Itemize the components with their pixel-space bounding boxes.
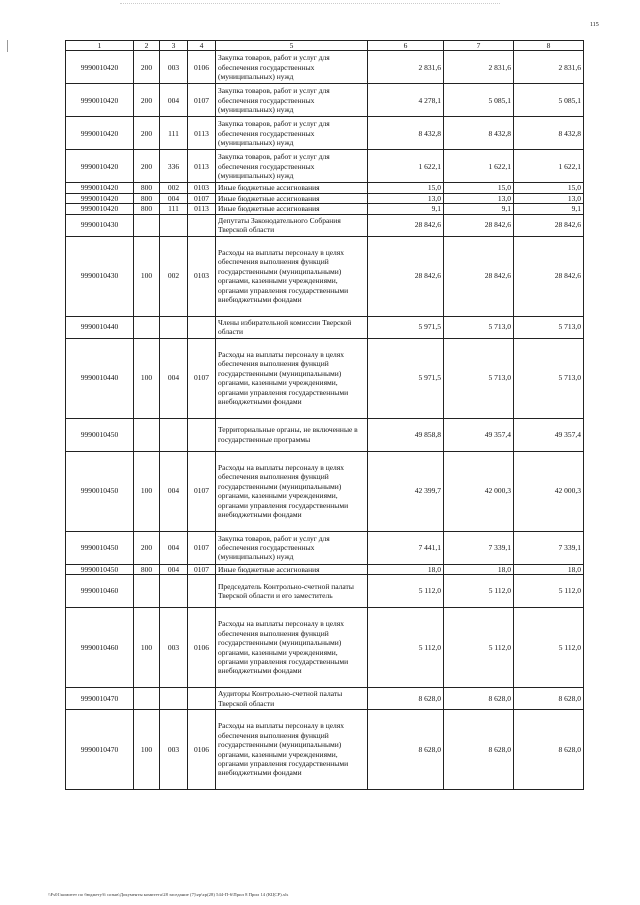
section-code-cell: 0106: [188, 608, 216, 688]
description-cell: Закупка товаров, работ и услуг для обеспечения государственных (муниципальных) нужд: [216, 150, 368, 183]
header-cell: 1: [66, 41, 134, 51]
left-margin-mark: [7, 40, 8, 52]
gr-code-cell: 004: [160, 338, 188, 418]
section-code-cell: 0103: [188, 183, 216, 193]
vr-code-cell: 800: [134, 183, 160, 193]
budget-table: [65, 40, 584, 790]
table-row: [66, 710, 584, 790]
vr-code-cell: 100: [134, 236, 160, 316]
amount-cell: 8 628,0: [444, 710, 514, 790]
description-cell: Расходы на выплаты персоналу в целях обеспечения выполнения функций государственными (муниципальными) органами, казенными учреждениями, органами управления государственными внебюджетными фондами: [216, 236, 368, 316]
description-cell: Члены избирательной комиссии Тверской области: [216, 316, 368, 338]
amount-cell: 5 085,1: [444, 84, 514, 117]
amount-cell: 8 628,0: [444, 688, 514, 710]
amount-cell: 2 831,6: [514, 51, 584, 84]
csr-code-cell: 9990010420: [66, 117, 134, 150]
amount-cell: 7 339,1: [444, 531, 514, 564]
gr-code-cell: [160, 316, 188, 338]
amount-cell: 13,0: [368, 193, 444, 203]
amount-cell: 8 432,8: [368, 117, 444, 150]
vr-code-cell: 200: [134, 84, 160, 117]
gr-code-cell: 003: [160, 710, 188, 790]
file-path-footer: \\Fs01\комитет по бюджету\6 созыв\Документы комитета\28 заседание (7)\zp\zp(28) 544-П-6\Прил 8 Прил 14 (КЦСР).xls: [48, 892, 289, 897]
vr-code-cell: [134, 575, 160, 608]
amount-cell: 5 112,0: [368, 575, 444, 608]
table-row: [66, 451, 584, 531]
amount-cell: 15,0: [368, 183, 444, 193]
amount-cell: 9,1: [514, 204, 584, 214]
amount-cell: 2 831,6: [444, 51, 514, 84]
header-cell: 7: [444, 41, 514, 51]
amount-cell: 7 339,1: [514, 531, 584, 564]
description-cell: Аудиторы Контрольно-счетной палаты Тверской области: [216, 688, 368, 710]
amount-cell: 28 842,6: [444, 214, 514, 236]
section-code-cell: 0113: [188, 150, 216, 183]
amount-cell: 18,0: [514, 564, 584, 574]
csr-code-cell: 9990010450: [66, 418, 134, 451]
amount-cell: 18,0: [368, 564, 444, 574]
csr-code-cell: 9990010420: [66, 193, 134, 203]
gr-code-cell: 004: [160, 193, 188, 203]
table-row: [66, 84, 584, 117]
amount-cell: 5 713,0: [514, 338, 584, 418]
table-row: [66, 564, 584, 574]
section-code-cell: [188, 575, 216, 608]
description-cell: Закупка товаров, работ и услуг для обеспечения государственных (муниципальных) нужд: [216, 531, 368, 564]
vr-code-cell: 200: [134, 531, 160, 564]
gr-code-cell: 003: [160, 51, 188, 84]
amount-cell: 5 971,5: [368, 316, 444, 338]
vr-code-cell: 200: [134, 150, 160, 183]
section-code-cell: 0113: [188, 204, 216, 214]
table-row: [66, 150, 584, 183]
gr-code-cell: 336: [160, 150, 188, 183]
csr-code-cell: 9990010450: [66, 564, 134, 574]
description-cell: Расходы на выплаты персоналу в целях обеспечения выполнения функций государственными (муниципальными) органами, казенными учреждениями, органами управления государственными внебюджетными фондами: [216, 608, 368, 688]
vr-code-cell: 100: [134, 451, 160, 531]
amount-cell: 5 112,0: [368, 608, 444, 688]
section-code-cell: 0107: [188, 84, 216, 117]
table-row: [66, 418, 584, 451]
gr-code-cell: 004: [160, 451, 188, 531]
description-cell: Закупка товаров, работ и услуг для обеспечения государственных (муниципальных) нужд: [216, 51, 368, 84]
amount-cell: 28 842,6: [368, 214, 444, 236]
vr-code-cell: [134, 418, 160, 451]
csr-code-cell: 9990010470: [66, 710, 134, 790]
table-row: [66, 688, 584, 710]
amount-cell: 18,0: [444, 564, 514, 574]
amount-cell: 49 357,4: [444, 418, 514, 451]
csr-code-cell: 9990010450: [66, 531, 134, 564]
amount-cell: 9,1: [444, 204, 514, 214]
amount-cell: 5 971,5: [368, 338, 444, 418]
section-code-cell: 0107: [188, 564, 216, 574]
table-row: [66, 51, 584, 84]
table-row: [66, 204, 584, 214]
section-code-cell: [188, 316, 216, 338]
gr-code-cell: [160, 418, 188, 451]
amount-cell: 8 432,8: [444, 117, 514, 150]
amount-cell: 5 112,0: [514, 575, 584, 608]
amount-cell: 5 112,0: [444, 608, 514, 688]
amount-cell: 8 628,0: [368, 710, 444, 790]
amount-cell: 5 112,0: [444, 575, 514, 608]
header-cell: 6: [368, 41, 444, 51]
amount-cell: 28 842,6: [514, 214, 584, 236]
amount-cell: 15,0: [514, 183, 584, 193]
vr-code-cell: 100: [134, 710, 160, 790]
table-row: [66, 193, 584, 203]
csr-code-cell: 9990010430: [66, 214, 134, 236]
csr-code-cell: 9990010420: [66, 51, 134, 84]
amount-cell: 13,0: [514, 193, 584, 203]
description-cell: Закупка товаров, работ и услуг для обеспечения государственных (муниципальных) нужд: [216, 117, 368, 150]
vr-code-cell: [134, 688, 160, 710]
page-number: 115: [590, 22, 599, 28]
gr-code-cell: 111: [160, 117, 188, 150]
amount-cell: 8 628,0: [514, 710, 584, 790]
table-row: [66, 575, 584, 608]
amount-cell: 5 713,0: [444, 338, 514, 418]
gr-code-cell: [160, 688, 188, 710]
csr-code-cell: 9990010420: [66, 84, 134, 117]
section-code-cell: [188, 418, 216, 451]
gr-code-cell: [160, 575, 188, 608]
header-cell: 4: [188, 41, 216, 51]
table-row: [66, 117, 584, 150]
table-row: [66, 214, 584, 236]
amount-cell: 5 713,0: [514, 316, 584, 338]
gr-code-cell: 003: [160, 608, 188, 688]
section-code-cell: 0107: [188, 338, 216, 418]
vr-code-cell: [134, 316, 160, 338]
amount-cell: 49 858,8: [368, 418, 444, 451]
amount-cell: 28 842,6: [514, 236, 584, 316]
gr-code-cell: 004: [160, 84, 188, 117]
section-code-cell: [188, 214, 216, 236]
amount-cell: 9,1: [368, 204, 444, 214]
amount-cell: 1 622,1: [514, 150, 584, 183]
description-cell: Территориальные органы, не включенные в государственные программы: [216, 418, 368, 451]
description-cell: Расходы на выплаты персоналу в целях обеспечения выполнения функций государственными (муниципальными) органами, казенными учреждениями, органами управления государственными внебюджетными фондами: [216, 710, 368, 790]
amount-cell: 8 432,8: [514, 117, 584, 150]
csr-code-cell: 9990010430: [66, 236, 134, 316]
amount-cell: 1 622,1: [368, 150, 444, 183]
amount-cell: 42 000,3: [514, 451, 584, 531]
csr-code-cell: 9990010420: [66, 204, 134, 214]
description-cell: Иные бюджетные ассигнования: [216, 204, 368, 214]
section-code-cell: 0106: [188, 710, 216, 790]
csr-code-cell: 9990010450: [66, 451, 134, 531]
amount-cell: 42 000,3: [444, 451, 514, 531]
description-cell: Расходы на выплаты персоналу в целях обеспечения выполнения функций государственными (муниципальными) органами, казенными учреждениями, органами управления государственными внебюджетными фондами: [216, 451, 368, 531]
vr-code-cell: 800: [134, 193, 160, 203]
section-code-cell: 0107: [188, 193, 216, 203]
section-code-cell: 0107: [188, 531, 216, 564]
amount-cell: 8 628,0: [514, 688, 584, 710]
gr-code-cell: 002: [160, 236, 188, 316]
table-row: [66, 316, 584, 338]
header-cell: 2: [134, 41, 160, 51]
description-cell: Иные бюджетные ассигнования: [216, 193, 368, 203]
vr-code-cell: 800: [134, 564, 160, 574]
description-cell: Закупка товаров, работ и услуг для обеспечения государственных (муниципальных) нужд: [216, 84, 368, 117]
description-cell: Иные бюджетные ассигнования: [216, 564, 368, 574]
csr-code-cell: 9990010440: [66, 316, 134, 338]
top-scan-mark: [120, 3, 500, 5]
description-cell: Председатель Контрольно-счетной палаты Тверской области и его заместитель: [216, 575, 368, 608]
vr-code-cell: 100: [134, 608, 160, 688]
amount-cell: 4 278,1: [368, 84, 444, 117]
table-row: [66, 236, 584, 316]
amount-cell: 8 628,0: [368, 688, 444, 710]
amount-cell: 5 112,0: [514, 608, 584, 688]
csr-code-cell: 9990010470: [66, 688, 134, 710]
gr-code-cell: 002: [160, 183, 188, 193]
amount-cell: 5 085,1: [514, 84, 584, 117]
amount-cell: 7 441,1: [368, 531, 444, 564]
section-code-cell: 0106: [188, 51, 216, 84]
header-cell: 3: [160, 41, 188, 51]
vr-code-cell: 800: [134, 204, 160, 214]
csr-code-cell: 9990010420: [66, 150, 134, 183]
gr-code-cell: 111: [160, 204, 188, 214]
header-row: [66, 41, 584, 51]
description-cell: Расходы на выплаты персоналу в целях обеспечения выполнения функций государственными (муниципальными) органами, казенными учреждениями, органами управления государственными внебюджетными фондами: [216, 338, 368, 418]
section-code-cell: 0107: [188, 451, 216, 531]
csr-code-cell: 9990010460: [66, 575, 134, 608]
description-cell: Иные бюджетные ассигнования: [216, 183, 368, 193]
amount-cell: 15,0: [444, 183, 514, 193]
amount-cell: 28 842,6: [444, 236, 514, 316]
section-code-cell: 0103: [188, 236, 216, 316]
gr-code-cell: 004: [160, 564, 188, 574]
header-cell: 5: [216, 41, 368, 51]
gr-code-cell: [160, 214, 188, 236]
section-code-cell: 0113: [188, 117, 216, 150]
vr-code-cell: 200: [134, 51, 160, 84]
description-cell: Депутаты Законодательного Собрания Тверской области: [216, 214, 368, 236]
table-row: [66, 608, 584, 688]
amount-cell: 2 831,6: [368, 51, 444, 84]
amount-cell: 1 622,1: [444, 150, 514, 183]
amount-cell: 28 842,6: [368, 236, 444, 316]
table-row: [66, 531, 584, 564]
amount-cell: 13,0: [444, 193, 514, 203]
table-row: [66, 183, 584, 193]
header-cell: 8: [514, 41, 584, 51]
csr-code-cell: 9990010420: [66, 183, 134, 193]
section-code-cell: [188, 688, 216, 710]
amount-cell: 49 357,4: [514, 418, 584, 451]
table-row: [66, 338, 584, 418]
csr-code-cell: 9990010440: [66, 338, 134, 418]
gr-code-cell: 004: [160, 531, 188, 564]
amount-cell: 5 713,0: [444, 316, 514, 338]
vr-code-cell: 200: [134, 117, 160, 150]
amount-cell: 42 399,7: [368, 451, 444, 531]
csr-code-cell: 9990010460: [66, 608, 134, 688]
vr-code-cell: 100: [134, 338, 160, 418]
vr-code-cell: [134, 214, 160, 236]
